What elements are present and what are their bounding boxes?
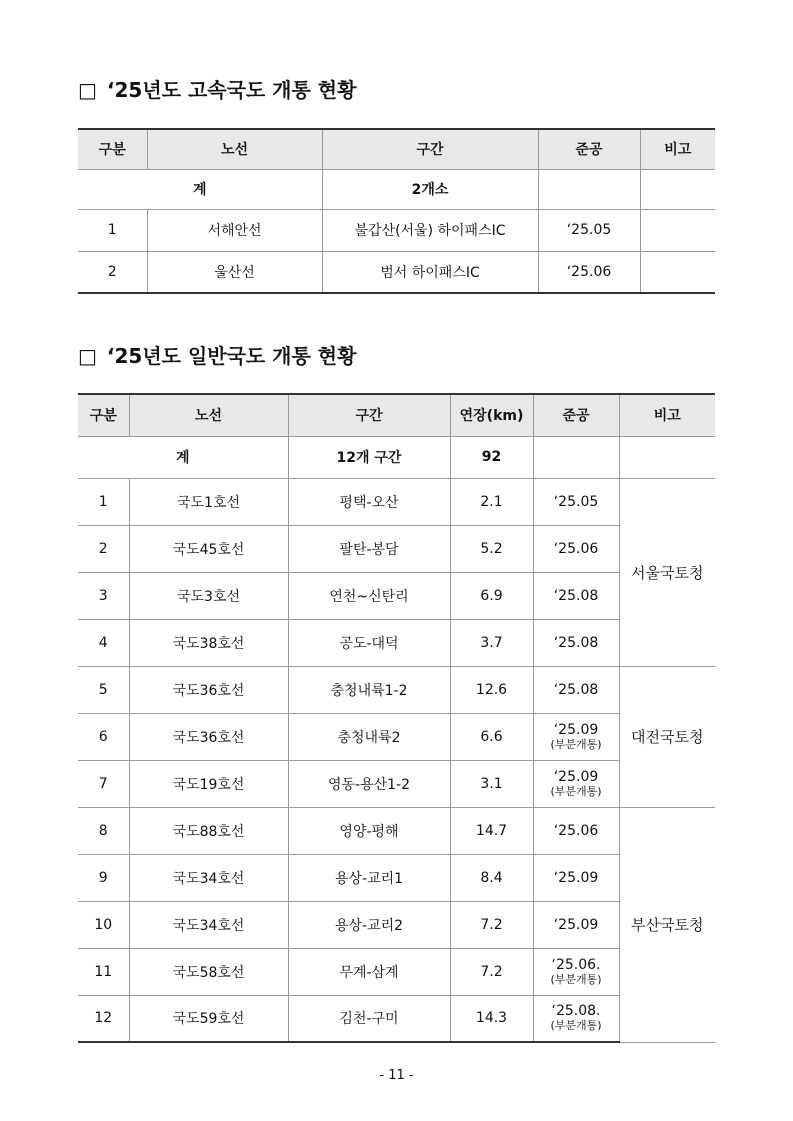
row-completion bbox=[533, 666, 619, 713]
row-section: 김천-구미 bbox=[288, 995, 450, 1042]
row-section: 영동-용산1-2 bbox=[288, 760, 450, 807]
row-route: 국도59호선 bbox=[129, 995, 288, 1042]
row-length: 6.9 bbox=[450, 572, 533, 619]
row-route: 울산선 bbox=[147, 251, 322, 293]
row-route: 국도1호선 bbox=[129, 478, 288, 525]
office-seoul: 서울국토청 bbox=[619, 478, 715, 666]
row-section: 충청내륙2 bbox=[288, 713, 450, 760]
partial-opening-note: (부분개통) bbox=[550, 972, 602, 986]
row-route: 서해안선 bbox=[147, 209, 322, 251]
row-completion bbox=[533, 478, 619, 525]
row-length: 5.2 bbox=[450, 525, 533, 572]
row-length: 6.6 bbox=[450, 713, 533, 760]
row-route: 국도3호선 bbox=[129, 572, 288, 619]
header-category: 구분 bbox=[78, 129, 147, 169]
row-route: 국도34호선 bbox=[129, 854, 288, 901]
row-completion: ‘25.05 bbox=[538, 209, 640, 251]
partial-opening-note: (부분개통) bbox=[550, 1019, 602, 1033]
row-route: 국도88호선 bbox=[129, 807, 288, 854]
completion-date: ‘25.09 bbox=[553, 721, 599, 738]
row-section: 팔탄-봉담 bbox=[288, 525, 450, 572]
office-daejeon: 대전국토청 bbox=[619, 666, 715, 807]
row-completion bbox=[533, 760, 619, 807]
row-completion bbox=[533, 995, 619, 1042]
completion-date: ‘25.09 bbox=[553, 869, 599, 886]
table-row bbox=[78, 251, 715, 293]
total-section: 2개소 bbox=[322, 169, 538, 209]
total-label: 계 bbox=[78, 169, 322, 209]
row-number: 5 bbox=[78, 666, 129, 713]
page-number: - 11 - bbox=[379, 1068, 414, 1083]
total-length: 92 bbox=[450, 436, 533, 478]
row-completion bbox=[533, 713, 619, 760]
header-completion: 준공 bbox=[533, 394, 619, 436]
expressway-title-text: ‘25년도 고속국도 개통 현황 bbox=[106, 78, 357, 102]
row-route: 국도36호선 bbox=[129, 713, 288, 760]
row-section: 불갑산(서울) 하이패스IC bbox=[322, 209, 538, 251]
completion-date: ‘25.06 bbox=[553, 540, 599, 557]
row-route: 국도19호선 bbox=[129, 760, 288, 807]
completion-date: ‘25.08. bbox=[551, 1003, 601, 1020]
row-section: 평택-오산 bbox=[288, 478, 450, 525]
row-number: 1 bbox=[78, 478, 129, 525]
row-completion bbox=[533, 525, 619, 572]
row-note bbox=[640, 209, 715, 251]
national-road-section-title bbox=[78, 340, 356, 369]
completion-date: ‘25.09 bbox=[553, 768, 599, 785]
row-section: 영양-평해 bbox=[288, 807, 450, 854]
table-row bbox=[78, 807, 715, 854]
header-completion: 준공 bbox=[538, 129, 640, 169]
row-length: 3.1 bbox=[450, 760, 533, 807]
row-number: 4 bbox=[78, 619, 129, 666]
row-completion bbox=[533, 807, 619, 854]
row-section: 용상-교리2 bbox=[288, 901, 450, 948]
checkbox-bullet-icon: □ bbox=[78, 78, 97, 102]
national-total-row bbox=[78, 436, 715, 478]
completion-date: ‘25.06. bbox=[551, 956, 601, 973]
row-route: 국도36호선 bbox=[129, 666, 288, 713]
row-route: 국도45호선 bbox=[129, 525, 288, 572]
total-note bbox=[619, 436, 715, 478]
row-number: 11 bbox=[78, 948, 129, 995]
row-length: 3.7 bbox=[450, 619, 533, 666]
row-number: 12 bbox=[78, 995, 129, 1042]
row-completion bbox=[533, 619, 619, 666]
row-number: 8 bbox=[78, 807, 129, 854]
row-completion bbox=[533, 854, 619, 901]
national-road-table bbox=[78, 393, 715, 1043]
row-section: 공도-대덕 bbox=[288, 619, 450, 666]
total-completion bbox=[538, 169, 640, 209]
row-length: 7.2 bbox=[450, 901, 533, 948]
completion-date: ‘25.08 bbox=[553, 681, 599, 698]
row-number: 1 bbox=[78, 209, 147, 251]
row-number: 6 bbox=[78, 713, 129, 760]
table-row bbox=[78, 209, 715, 251]
partial-opening-note: (부분개통) bbox=[550, 784, 602, 798]
row-number: 9 bbox=[78, 854, 129, 901]
total-section: 12개 구간 bbox=[288, 436, 450, 478]
row-length: 8.4 bbox=[450, 854, 533, 901]
completion-date: ‘25.08 bbox=[553, 587, 599, 604]
header-route: 노선 bbox=[147, 129, 322, 169]
row-completion: ‘25.06 bbox=[538, 251, 640, 293]
header-route: 노선 bbox=[129, 394, 288, 436]
row-route: 국도38호선 bbox=[129, 619, 288, 666]
completion-date: ‘25.06 bbox=[553, 822, 599, 839]
row-section: 범서 하이패스IC bbox=[322, 251, 538, 293]
table-row bbox=[78, 478, 715, 525]
row-length: 14.7 bbox=[450, 807, 533, 854]
national-header-row bbox=[78, 394, 715, 436]
row-length: 12.6 bbox=[450, 666, 533, 713]
row-length: 2.1 bbox=[450, 478, 533, 525]
row-section: 연천~신탄리 bbox=[288, 572, 450, 619]
expressway-header-row bbox=[78, 129, 715, 169]
header-section: 구간 bbox=[288, 394, 450, 436]
total-label: 계 bbox=[78, 436, 288, 478]
row-number: 2 bbox=[78, 525, 129, 572]
row-number: 2 bbox=[78, 251, 147, 293]
row-length: 14.3 bbox=[450, 995, 533, 1042]
office-busan: 부산국토청 bbox=[619, 807, 715, 1042]
row-completion bbox=[533, 901, 619, 948]
expressway-section-title bbox=[78, 74, 356, 103]
row-route: 국도34호선 bbox=[129, 901, 288, 948]
completion-date: ‘25.08 bbox=[553, 634, 599, 651]
row-length: 7.2 bbox=[450, 948, 533, 995]
row-note bbox=[640, 251, 715, 293]
row-section: 충청내륙1-2 bbox=[288, 666, 450, 713]
row-route: 국도58호선 bbox=[129, 948, 288, 995]
row-number: 7 bbox=[78, 760, 129, 807]
row-completion bbox=[533, 948, 619, 995]
row-number: 3 bbox=[78, 572, 129, 619]
row-number: 10 bbox=[78, 901, 129, 948]
national-road-title-text: ‘25년도 일반국도 개통 현황 bbox=[106, 344, 357, 368]
completion-date: ‘25.09 bbox=[553, 916, 599, 933]
checkbox-bullet-icon: □ bbox=[78, 344, 97, 368]
header-note: 비고 bbox=[619, 394, 715, 436]
header-length: 연장(km) bbox=[450, 394, 533, 436]
expressway-table bbox=[78, 128, 715, 294]
total-note bbox=[640, 169, 715, 209]
table-row bbox=[78, 666, 715, 713]
row-completion bbox=[533, 572, 619, 619]
expressway-total-row bbox=[78, 169, 715, 209]
completion-date: ‘25.05 bbox=[553, 493, 599, 510]
total-completion bbox=[533, 436, 619, 478]
header-note: 비고 bbox=[640, 129, 715, 169]
header-category: 구분 bbox=[78, 394, 129, 436]
row-section: 무계-삼계 bbox=[288, 948, 450, 995]
header-section: 구간 bbox=[322, 129, 538, 169]
row-section: 용상-교리1 bbox=[288, 854, 450, 901]
partial-opening-note: (부분개통) bbox=[550, 737, 602, 751]
